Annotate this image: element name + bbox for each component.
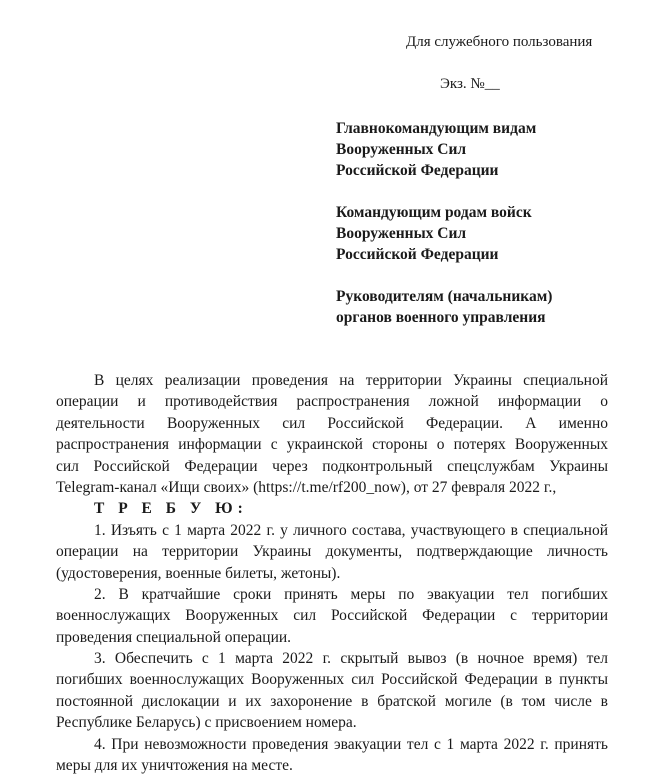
addressee-line: органов военного управления [336, 309, 546, 326]
text-line: операции на территории Украины документы, подтверждающие личность [56, 543, 608, 561]
text-line: сил Российской Федерации через подконтрольный спецслужбам Украины [56, 457, 608, 475]
addressee-line: Руководителям (начальникам) [336, 288, 553, 305]
addressee-line: Российской Федерации [336, 246, 499, 263]
text-line: Telegram-канал «Ищи своих» (https://t.me/rf200_now), от 27 февраля 2022 г., [56, 478, 557, 496]
item-1 [56, 520, 608, 584]
copy-number: Экз. №__ [440, 76, 500, 92]
item-4 [56, 734, 608, 776]
item-3 [56, 648, 608, 734]
text-line: меры для их уничтожения на месте. [56, 757, 293, 775]
text-line: Республике Беларусь) с присвоением номера. [56, 714, 357, 732]
text-line: 1. Изъять с 1 марта 2022 г. у личного состава, участвующего в специальной [94, 521, 608, 539]
addressee-line: Командующим родам войск [336, 204, 532, 221]
text-line: операции и противодействия распространения ложной информации о [56, 393, 608, 411]
text-line: 3. Обеспечить с 1 марта 2022 г. скрытый вывоз (в ночное время) тел [94, 650, 608, 668]
preamble-paragraph [56, 370, 608, 498]
text-line: постоянной дислокации и их захоронение в братской могиле (в том числе в [56, 692, 608, 710]
addressee-block-heads [336, 286, 552, 328]
text-line: (удостоверения, военные билеты, жетоны). [56, 564, 341, 582]
addressee-line: Главнокомандующим видам [336, 120, 537, 137]
addressee-line: Вооруженных Сил [336, 141, 467, 158]
addressee-block-commanders-in-chief [336, 118, 536, 181]
text-line: В целях реализации проведения на территории Украины специальной [94, 372, 608, 389]
addressee-block-branch-commanders [336, 202, 532, 265]
text-line: 2. В кратчайшие сроки принять меры по эвакуации тел погибших [94, 585, 608, 603]
demand-colon: : [237, 500, 243, 518]
text-line: деятельности Вооруженных сил Российской Федерации. А именно [56, 414, 608, 432]
text-line: погибших военнослужащих Вооруженных сил Российской Федерации в пункты [56, 671, 608, 689]
text-line: 4. При невозможности проведения эвакуации тел с 1 марта 2022 г. принять [94, 735, 608, 753]
addressee-line: Вооруженных Сил [336, 225, 467, 242]
addressee-line: Российской Федерации [336, 162, 499, 179]
text-line: военнослужащих Вооруженных сил Российской Федерации с территории [56, 607, 608, 625]
demand-word: Т Р Е Б У Ю [94, 500, 238, 518]
classification-mark: Для служебного пользования [406, 34, 593, 50]
text-line: проведения специальной операции. [56, 628, 292, 646]
item-2 [56, 584, 608, 648]
text-line: распространения информации с украинской стороны о потерях Вооруженных [56, 436, 608, 454]
document-body [56, 370, 608, 776]
demand-heading [56, 498, 608, 519]
